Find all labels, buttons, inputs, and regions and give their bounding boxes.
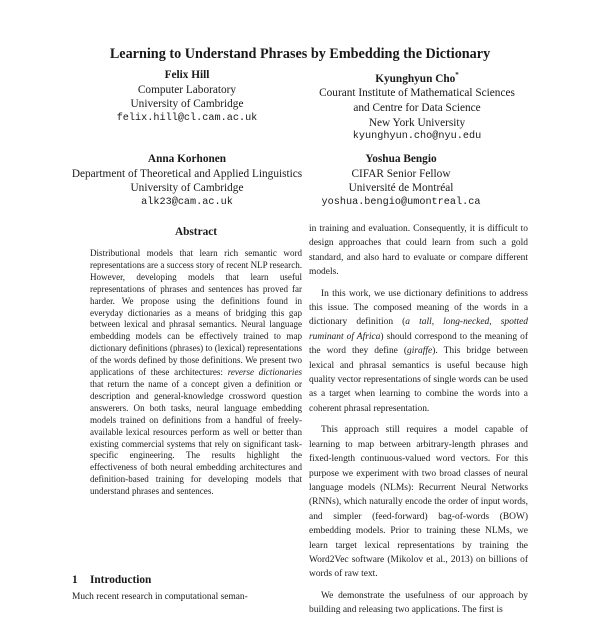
right-column — [309, 222, 528, 618]
author-affiliation: Courant Institute of Mathematical Sciences — [319, 87, 515, 100]
author-name: Anna Korhonen — [147, 153, 227, 165]
paper-title: Learning to Understand Phrases by Embedding the Dictionary — [109, 46, 491, 62]
author-email: felix.hill@cl.cam.ac.uk — [116, 112, 258, 124]
abstract-part: that return the name of a concept given a definition or description and general-knowledge crossword question answerers. On both tasks, neural language embedding models trained on definitions from a handful of freely-available lexical resources perform as well or better than existing commercial systems that rely on significant task-specific engineering. The results highlight the effectiveness of both neural embedding architectures and definition-based training for developing models that understand phrases and sentences. — [90, 378, 302, 497]
text-run: ) should correspond to the meaning of the word they define ( — [309, 331, 528, 357]
abstract-part: Distributional models that learn rich semantic word representations are a success story of recent NLP research. However, developing models that learn useful representations of phrases and sentences has proved far harder. We propose using the definitions found in everyday dictionaries as a means of bridging this gap between lexical and phrasal semantics. Neural language embedding models can be effectively trained to map dictionary definitions (phrases) to (lexical) representations of the words defined by those definitions. We present two applications of these architectures: — [90, 248, 302, 378]
abstract-text — [90, 248, 302, 498]
body-text-cut: Much recent research in computational seman- — [72, 592, 248, 602]
author-affiliation: Université de Montréal — [348, 182, 454, 195]
author-name: Felix Hill — [164, 69, 210, 81]
author-email: alk23@cam.ac.uk — [141, 196, 233, 208]
body-paragraph: This approach still requires a model capable of learning to map between arbitrary-length phrases and fixed-length continuous-valued word vectors. For this purpose we experiment with two broad classes of neural language models (NLMs): Recurrent Neural Networks (RNNs), which naturally encode the order of input words, and simpler (feed-forward) bag-of-words (BOW) embedding models. Prior to training these NLMs, we learn target lexical representations by training the Word2Vec software (Mikolov et al., 2013) on billions of words of raw text. — [309, 425, 528, 580]
text-emphasis: a tall, long-necked, spotted ruminant of Africa — [309, 317, 528, 342]
text-run: In this work, we use dictionary definitions to address this issue. The composed meaning of the words in a dictionary definition ( — [309, 288, 528, 328]
author-affiliation: University of Cambridge — [130, 182, 244, 195]
author-affiliation: University of Cambridge — [130, 98, 244, 111]
author-affiliation: Department of Theoretical and Applied Linguistics — [71, 167, 303, 180]
author-block-2 — [282, 68, 552, 145]
section-number: 1 — [72, 574, 78, 586]
author-affiliation: New York University — [368, 116, 466, 129]
body-paragraph: in training and evaluation. Consequently, it is difficult to design approaches that could learn from such a gold standard, and also hard to evaluate or compare different models. — [309, 224, 528, 278]
body-paragraph: We demonstrate the usefulness of our approach by building and releasing two applications. The first is — [309, 590, 528, 616]
section-heading — [72, 574, 151, 586]
body-paragraph — [309, 287, 528, 417]
author-affiliation: Computer Laboratory — [137, 83, 237, 96]
text-emphasis: giraffe — [407, 346, 433, 357]
author-email: yoshua.bengio@umontreal.ca — [321, 196, 481, 208]
author-footnote-mark: * — [455, 71, 459, 79]
author-email: kyunghyun.cho@nyu.edu — [352, 131, 482, 143]
author-block-4 — [294, 152, 508, 210]
author-name: Yoshua Bengio — [365, 153, 437, 165]
author-affiliation: and Centre for Data Science — [353, 101, 481, 114]
text-run: ). This bridge between lexical and phrasal semantics is useful because high quality vector representations of single words can be used as a target when learning to combine the words into a coherent phrasal representation. — [309, 346, 528, 414]
section-title: Introduction — [90, 574, 152, 586]
author-affiliation: CIFAR Senior Fellow — [351, 167, 451, 180]
abstract-emphasis: reverse dictionaries — [227, 367, 302, 378]
author-block-1 — [80, 68, 294, 126]
abstract-heading: Abstract — [174, 226, 218, 238]
author-name-text: Kyunghyun Cho — [375, 72, 456, 85]
author-name — [282, 68, 552, 86]
